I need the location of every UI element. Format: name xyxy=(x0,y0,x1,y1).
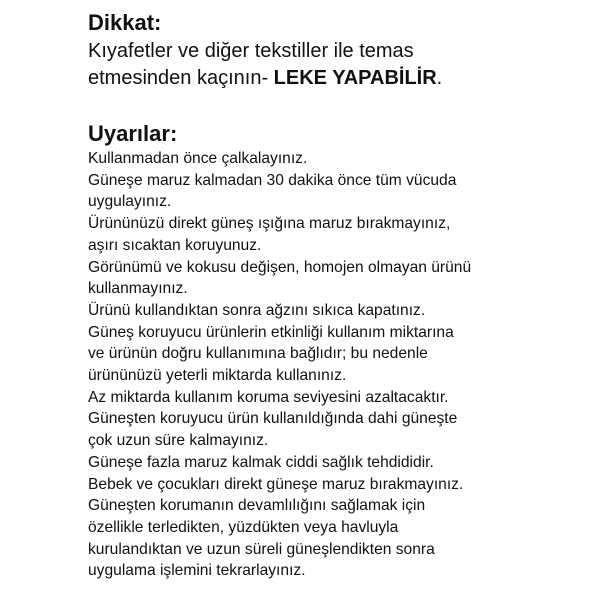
warning-line: uygulama işlemini tekrarlayınız. xyxy=(88,562,306,580)
warning-line: kullanmayınız. xyxy=(88,280,188,298)
warning-line: Güneşe maruz kalmadan 30 dakika önce tüm vücuda xyxy=(88,171,457,189)
warning-line: Güneş koruyucu ürünlerin etkinliği kullanım miktarına xyxy=(88,323,454,341)
warnings-list xyxy=(88,148,471,582)
warning-line: Güneşten koruyucu ürün kullanıldığında dahi güneşte xyxy=(88,410,458,428)
warning-line: Güneşe fazla maruz kalmak ciddi sağlık tehdididir. xyxy=(88,453,434,471)
warning-line: Az miktarda kullanım koruma seviyesini azaltacaktır. xyxy=(88,388,449,406)
warning-line: Ürünü kullandıktan sonra ağzını sıkıca kapatınız. xyxy=(88,301,426,319)
warning-line: uygulayınız. xyxy=(88,193,172,211)
stain-warning-emphasis: LEKE YAPABİLİR xyxy=(273,67,437,89)
dikkat-text xyxy=(88,38,442,92)
warning-line: Ürününüzü direkt güneş ışığına maruz bırakmayınız, xyxy=(88,215,451,233)
warning-line: kurulandıktan ve uzun süreli güneşlendikten sonra xyxy=(88,540,435,558)
warning-line: Bebek ve çocukları direkt güneşe maruz bırakmayınız. xyxy=(88,475,464,493)
dikkat-line-2 xyxy=(88,65,442,92)
uyarilar-heading: Uyarılar: xyxy=(88,121,178,146)
warning-line: özellikle terledikten, yüzdükten veya havluyla xyxy=(88,518,399,536)
dikkat-line-1: Kıyafetler ve diğer tekstiller ile temas xyxy=(88,40,414,62)
warning-line: aşırı sıcaktan koruyunuz. xyxy=(88,236,262,254)
dikkat-line-2-suffix: . xyxy=(436,67,443,89)
dikkat-line-2-prefix: etmesinden kaçının- xyxy=(88,67,274,89)
warning-line: çok uzun süre kalmayınız. xyxy=(88,432,269,450)
dikkat-heading: Dikkat: xyxy=(88,10,162,35)
warning-line: Görünümü ve kokusu değişen, homojen olmayan ürünü xyxy=(88,258,472,276)
warning-line: Kullanmadan önce çalkalayınız. xyxy=(88,150,308,167)
warning-line: Güneşten korumanın devamlılığını sağlamak için xyxy=(88,497,426,515)
warning-line: ve ürünün doğru kullanımına bağlıdır; bu nedenle xyxy=(88,345,428,363)
warning-line: ürününüzü yeterli miktarda kullanınız. xyxy=(88,367,347,385)
